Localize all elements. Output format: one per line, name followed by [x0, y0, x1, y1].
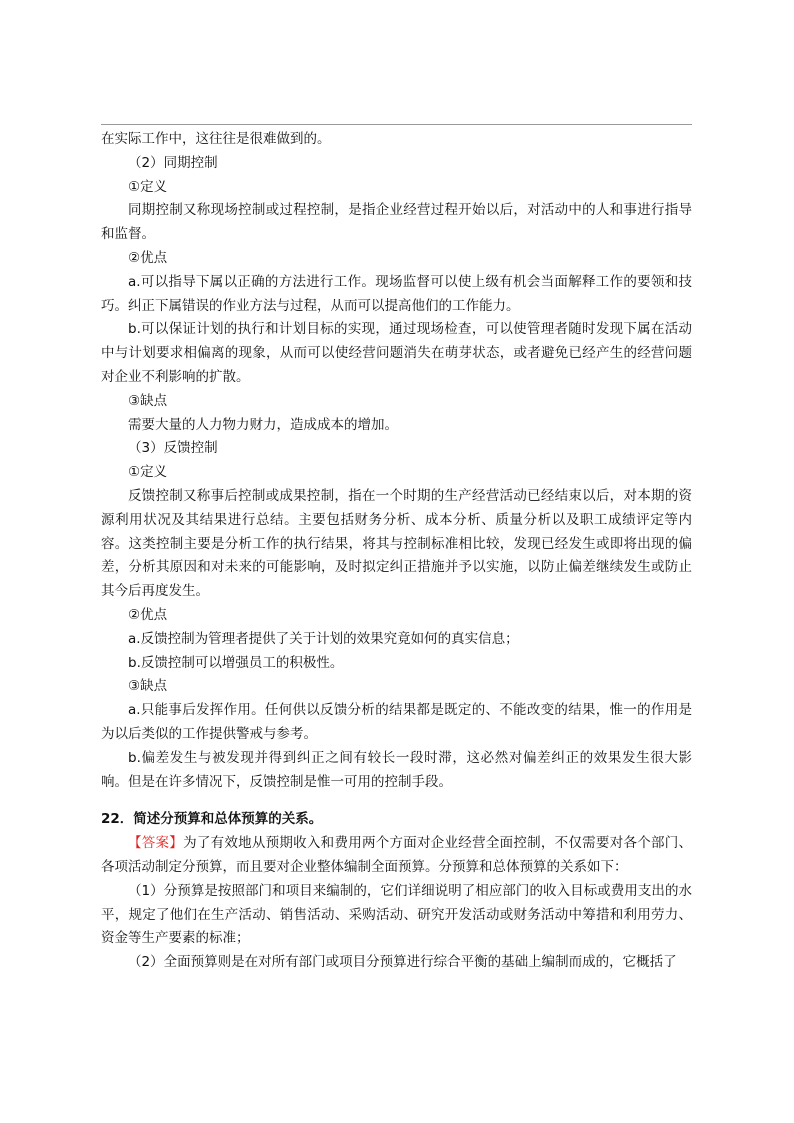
item-label: ③缺点: [128, 678, 168, 695]
item-label: ②优点: [128, 606, 168, 623]
subheading: （3）反馈控制: [128, 440, 218, 457]
paragraph: b.反馈控制可以增强员工的积极性。: [128, 654, 344, 671]
document-body: [101, 128, 692, 975]
header-rule: [101, 124, 692, 125]
answer-paragraph: [101, 832, 692, 880]
paragraph: a.反馈控制为管理者提供了关于计划的效果究竟如何的真实信息；: [128, 630, 519, 647]
paragraph: （1）分预算是按照部门和项目来编制的，它们详细说明了相应部门的收入目标或费用支出的水平，规定了他们在生产活动、销售活动、采购活动、研究开发活动或财务活动中筹措和利用劳力、资金等生产要素的标准；: [101, 882, 692, 947]
question-heading: 22．简述分预算和总体预算的关系。: [101, 811, 323, 828]
paragraph: b.偏差发生与被发现并得到纠正之间有较长一段时滞，这必然对偏差纠正的效果发生很大影响。但是在许多情况下，反馈控制是惟一可用的控制手段。: [101, 749, 692, 790]
item-label: ①定义: [128, 464, 168, 481]
paragraph: a.只能事后发挥作用。任何供以反馈分析的结果都是既定的、不能改变的结果，惟一的作用是为以后类似的工作提供警戒与参考。: [101, 702, 692, 742]
paragraph: b.可以保证计划的执行和计划目标的实现，通过现场检查，可以使管理者随时发现下属在活动中与计划要求相偏离的现象，从而可以使经营问题消失在萌芽状态，或者避免已经产生的经营问题对企业不利影响的扩散。: [101, 321, 692, 385]
item-label: ②优点: [128, 249, 168, 266]
paragraph: 反馈控制又称事后控制或成果控制，指在一个时期的生产经营活动已经结束以后，对本期的资源利用状况及其结果进行总结。主要包括财务分析、成本分析、质量分析以及职工成绩评定等内容。这类控制主要是分析工作的执行结果，将其与控制标准相比较，发现已经发生或即将出现的偏差，分析其原因和对未来的可能影响，及时拟定纠正措施并予以实施，以防止偏差继续发生或防止其今后再度发生。: [101, 487, 692, 600]
paragraph: 需要大量的人力物力财力，造成成本的增加。: [128, 416, 398, 433]
paragraph: 同期控制又称现场控制或过程控制，是指企业经营过程开始以后，对活动中的人和事进行指导和监督。: [101, 202, 692, 243]
paragraph: （2）全面预算则是在对所有部门或项目分预算进行综合平衡的基础上编制而成的，它概括了: [128, 954, 677, 971]
answer-label: 【答案】: [128, 835, 184, 852]
item-label: ①定义: [128, 178, 168, 195]
paragraph: 在实际工作中，这往往是很难做到的。: [101, 131, 331, 147]
answer-text: 为了有效地从预期收入和费用两个方面对企业经营全面控制，不仅需要对各个部门、各项活动制定分预算，而且要对企业整体编制全面预算。分预算和总体预算的关系如下：: [101, 835, 693, 875]
item-label: ③缺点: [128, 392, 168, 409]
subheading: （2）同期控制: [128, 154, 218, 171]
paragraph: a.可以指导下属以正确的方法进行工作。现场监督可以使上级有机会当面解释工作的要领和技巧。纠正下属错误的作业方法与过程，从而可以提高他们的工作能力。: [101, 273, 692, 314]
